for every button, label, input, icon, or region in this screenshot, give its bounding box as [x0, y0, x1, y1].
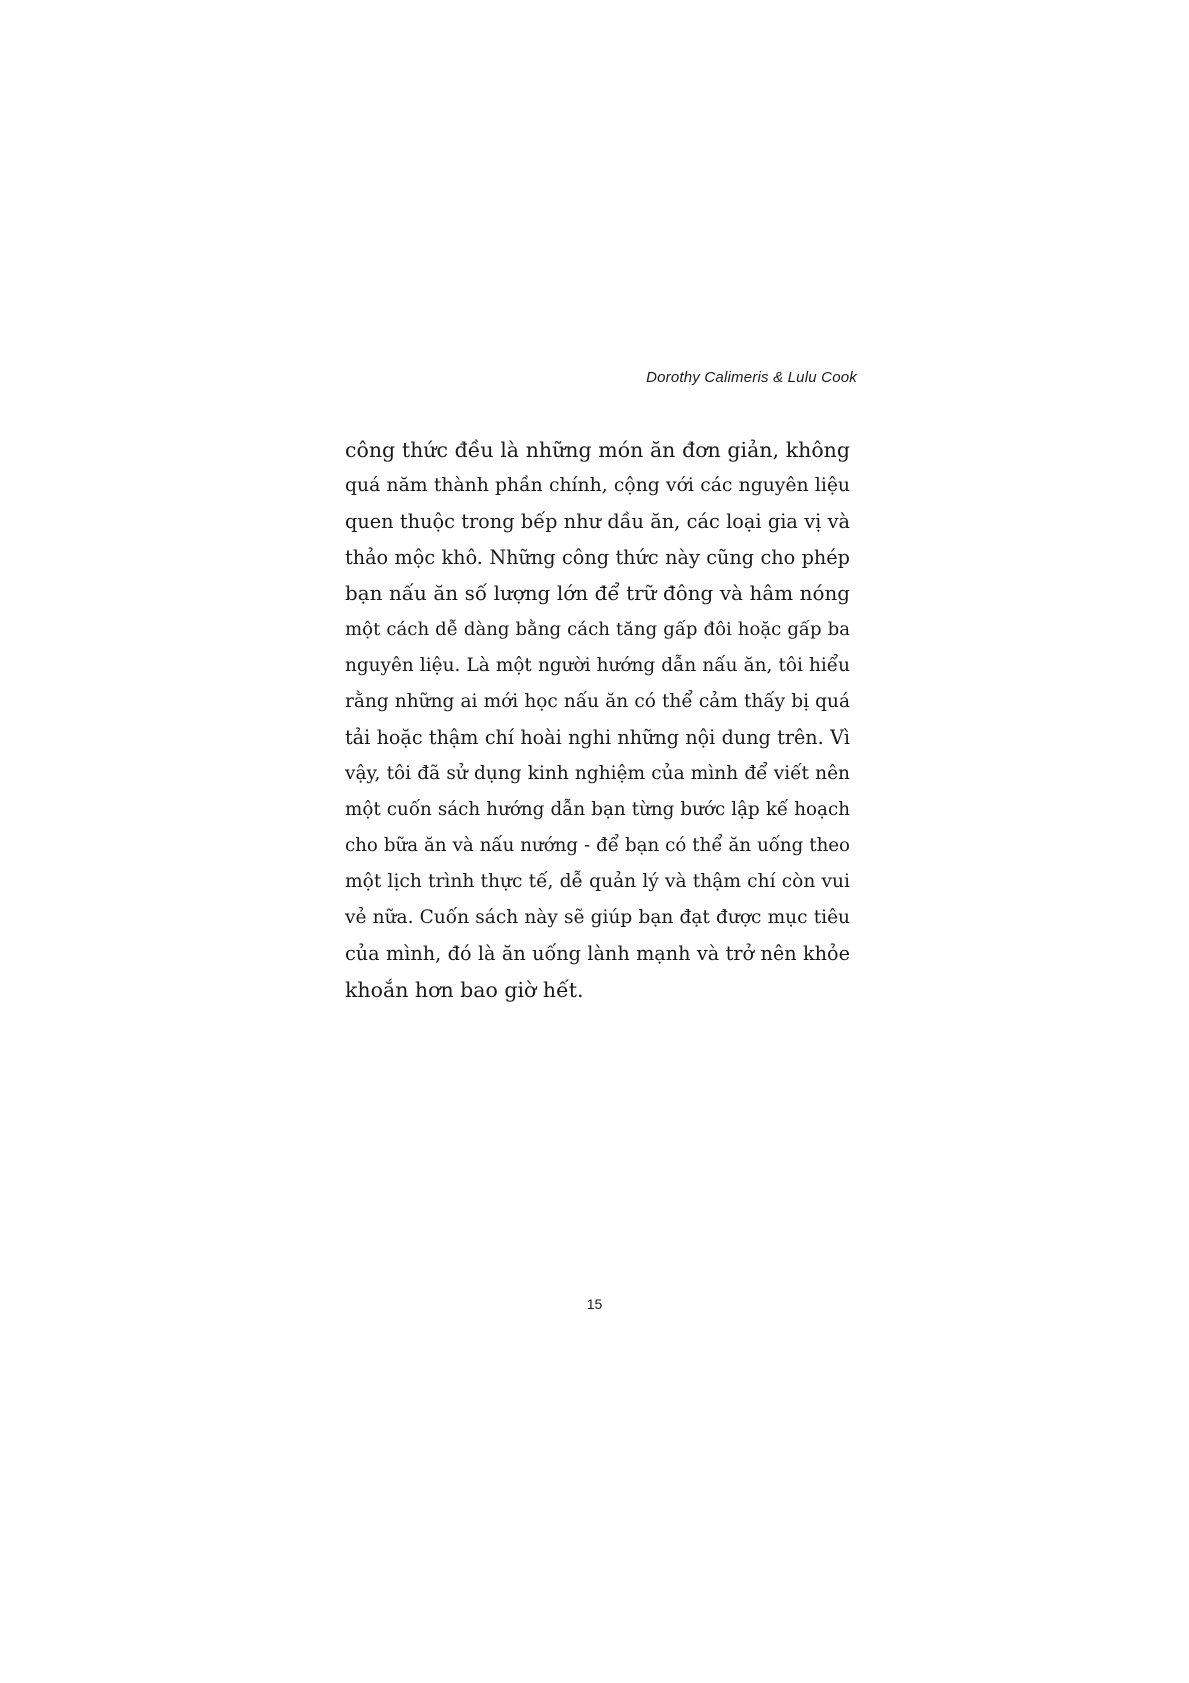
text-line: một lịch trình thực tế, dễ quản lý và thậm chí còn vui [345, 871, 850, 892]
text-line: một cuốn sách hướng dẫn bạn từng bước lập kế hoạch [345, 799, 850, 820]
text-line: tải hoặc thậm chí hoài nghi những nội dung trên. Vì [345, 726, 850, 749]
text-line: công thức đều là những món ăn đơn giản, không [345, 438, 850, 462]
text-line-last: khoắn hơn bao giờ hết. [345, 978, 584, 1002]
text-line: bạn nấu ăn số lượng lớn để trữ đông và hâm nóng [345, 582, 850, 605]
text-line: nguyên liệu. Là một người hướng dẫn nấu ăn, tôi hiểu [345, 655, 850, 676]
text-line: vẻ nữa. Cuốn sách này sẽ giúp bạn đạt được mục tiêu [345, 907, 850, 928]
text-line: rằng những ai mới học nấu ăn có thể cảm thấy bị quá [345, 691, 850, 712]
page-number: 15 [586, 1296, 603, 1312]
text-line: quá năm thành phần chính, cộng với các nguyên liệu [345, 475, 850, 496]
text-line: thảo mộc khô. Những công thức này cũng cho phép [345, 546, 850, 569]
text-line: vậy, tôi đã sử dụng kinh nghiệm của mình để viết nên [345, 763, 850, 784]
body-paragraph [345, 432, 850, 1008]
text-line: của mình, đó là ăn uống lành mạnh và trở nên khỏe [345, 942, 850, 965]
text-line: quen thuộc trong bếp như dầu ăn, các loại gia vị và [345, 510, 850, 533]
text-line: cho bữa ăn và nấu nướng - để bạn có thể ăn uống theo [345, 835, 850, 856]
text-line: một cách dễ dàng bằng cách tăng gấp đôi hoặc gấp ba [345, 619, 850, 640]
running-header-authors: Dorothy Calimeris & Lulu Cook [646, 369, 857, 386]
